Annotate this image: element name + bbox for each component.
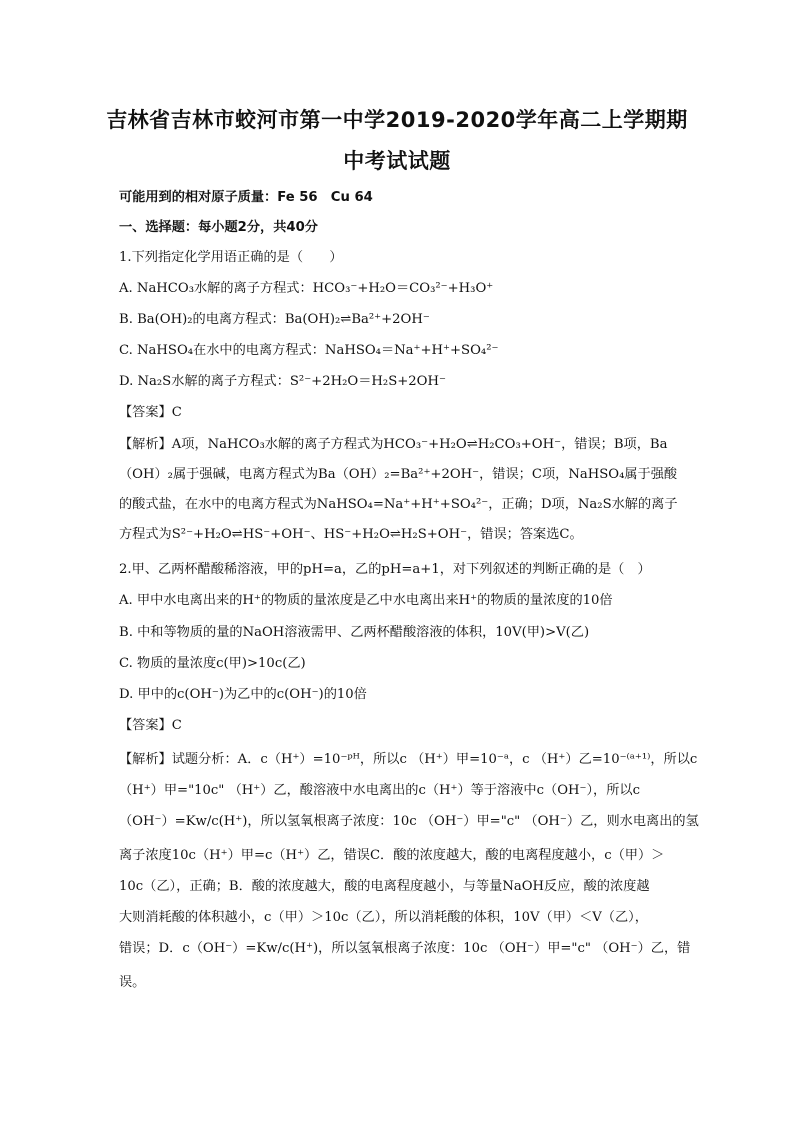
q1-option-a: A. NaHCO₃水解的离子方程式：HCO₃⁻+H₂O＝CO₃²⁻+H₃O⁺: [119, 281, 494, 296]
q2-analysis-line: （H⁺）甲="10c" （H⁺）乙，酸溶液中水电离出的c（H⁺）等于溶液中c（OH⁻），所以c: [119, 783, 641, 798]
q2-analysis: [119, 744, 699, 998]
q1-analysis-line: 方程式为S²⁻+H₂O⇌HS⁻+OH⁻、HS⁻+H₂O⇌H₂S+OH⁻，错误；答案选C。: [119, 527, 583, 542]
q2-answer: 【答案】C: [119, 718, 182, 733]
q2-analysis-line: 离子浓度10c（H⁺）甲=c（H⁺）乙，错误C．酸的浓度越大，酸的电离程度越小，c（甲）＞: [119, 848, 665, 863]
q2-analysis-line: 错误；D．c（OH⁻）=Kw/c(H⁺)，所以氢氧根离子浓度：10c （OH⁻）甲="c" （OH⁻）乙，错: [119, 941, 691, 956]
q2-analysis-line: 误。: [119, 975, 146, 990]
q1-stem: 1.下列指定化学用语正确的是（ ）: [119, 250, 343, 265]
q1-analysis: [119, 430, 679, 550]
q2-stem: 2.甲、乙两杯醋酸稀溶液，甲的pH=a，乙的pH=a+1，对下列叙述的判断正确的是（ ）: [119, 562, 651, 577]
q2-analysis-line: 10c（乙），正确；B．酸的浓度越大，酸的电离程度越小，与等量NaOH反应，酸的浓度越: [119, 879, 650, 894]
q2-option-a: A. 甲中水电离出来的H⁺的物质的量浓度是乙中水电离出来H⁺的物质的量浓度的10倍: [119, 593, 613, 608]
document-title-line1: 吉林省吉林市蛟河市第一中学2019-2020学年高二上学期期: [106, 108, 688, 132]
q1-analysis-line: 的酸式盐，在水中的电离方程式为NaHSO₄=Na⁺+H⁺+SO₄²⁻，正确；D项，Na₂S水解的离子: [119, 497, 678, 512]
q2-option-d: D. 甲中的c(OH⁻)为乙中的c(OH⁻)的10倍: [119, 687, 367, 702]
q1-option-c: C. NaHSO₄在水中的电离方程式：NaHSO₄＝Na⁺+H⁺+SO₄²⁻: [119, 343, 499, 358]
document-title-line2: 中考试试题: [343, 149, 451, 173]
q1-analysis-line: 【解析】A项，NaHCO₃水解的离子方程式为HCO₃⁻+H₂O⇌H₂CO₃+OH⁻，错误；B项，Ba: [119, 437, 668, 452]
q1-answer: 【答案】C: [119, 405, 182, 420]
q2-option-c: C. 物质的量浓度c(甲)>10c(乙): [119, 656, 306, 671]
q1-option-b: B. Ba(OH)₂的电离方程式：Ba(OH)₂⇌Ba²⁺+2OH⁻: [119, 312, 430, 327]
atomic-mass-note: 可能用到的相对原子质量：Fe 56 Cu 64: [119, 190, 373, 205]
section-heading: 一、选择题：每小题2分，共40分: [119, 220, 318, 235]
q1-analysis-line: （OH）₂属于强碱，电离方程式为Ba（OH）₂=Ba²⁺+2OH⁻，错误；C项，NaHSO₄属于强酸: [119, 467, 678, 482]
q1-option-d: D. Na₂S水解的离子方程式：S²⁻+2H₂O＝H₂S+2OH⁻: [119, 374, 446, 389]
q2-analysis-line: 【解析】试题分析：A．c（H⁺）=10⁻ᵖᴴ，所以c （H⁺）甲=10⁻ᵃ，c （H⁺）乙=10⁻⁽ᵃ⁺¹⁾，所以c: [119, 752, 698, 767]
q2-analysis-line: 大则消耗酸的体积越小，c（甲）＞10c（乙），所以消耗酸的体积，10V（甲）＜V（乙），: [119, 910, 648, 925]
q2-analysis-line: （OH⁻）=Kw/c(H⁺)，所以氢氧根离子浓度：10c （OH⁻）甲="c" （OH⁻）乙，则水电离出的氢: [119, 814, 699, 829]
q2-option-b: B. 中和等物质的量的NaOH溶液需甲、乙两杯醋酸溶液的体积，10V(甲)>V(乙): [119, 625, 590, 640]
